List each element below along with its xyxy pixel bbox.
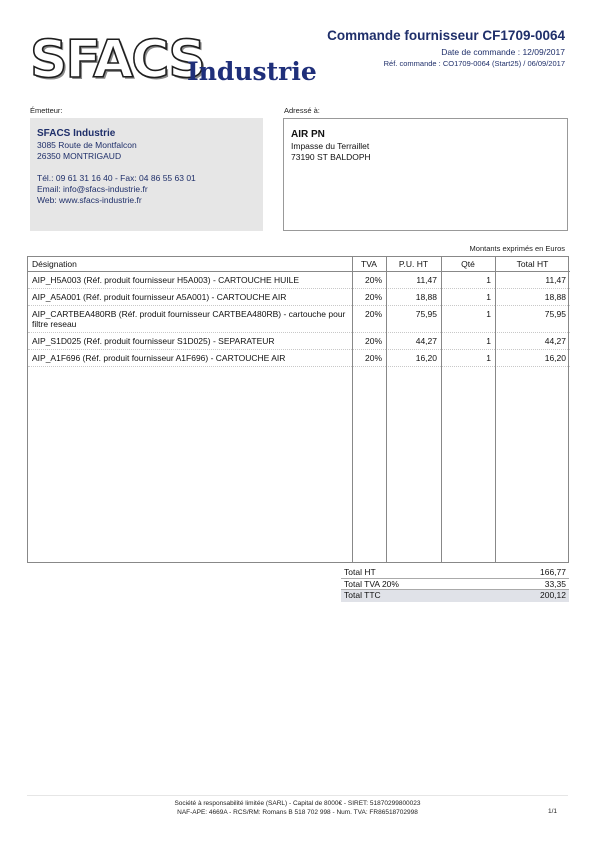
cell-quantity: 1 xyxy=(441,288,495,305)
footer-line-1: Société à responsabilité limitée (SARL) - Capital de 8000€ - SIRET: 51870299800023 xyxy=(174,800,421,807)
cell-tva: 20% xyxy=(352,349,386,366)
total-tva-row xyxy=(341,579,569,591)
emitter-phone: Tél.: 09 61 31 16 40 - Fax: 04 86 55 63 01 xyxy=(37,173,196,183)
emitter-email: Email: info@sfacs-industrie.fr xyxy=(37,184,148,194)
emitter-label: Émetteur: xyxy=(30,106,63,115)
order-lines-table xyxy=(27,256,569,563)
recipient-label: Adressé à: xyxy=(284,106,320,115)
logo-mark: SFACS xyxy=(30,30,204,90)
currency-note: Montants exprimés en Euros xyxy=(469,244,565,253)
table-row xyxy=(28,305,570,332)
cell-unit-price: 18,88 xyxy=(386,288,441,305)
legal-footer xyxy=(0,799,595,817)
cell-total: 16,20 xyxy=(495,349,570,366)
document-title: Commande fournisseur CF1709-0064 xyxy=(327,28,565,43)
company-logo xyxy=(30,32,320,90)
cell-designation: AIP_H5A003 (Réf. produit fournisseur H5A003) - CARTOUCHE HUILE xyxy=(28,271,352,288)
total-ht-value: 166,77 xyxy=(540,567,566,577)
table-row xyxy=(28,349,570,366)
total-ht-row xyxy=(341,567,569,579)
col-quantity: Qté xyxy=(441,257,495,271)
emitter-address-1: 3085 Route de Montfalcon xyxy=(37,140,137,150)
total-ht-label: Total HT xyxy=(344,567,376,577)
footer-line-2: NAF-APE: 4669A - RCS/RM: Romans B 518 702 998 - Num. TVA: FR86518702998 xyxy=(177,809,418,816)
cell-designation: AIP_A1F696 (Réf. produit fournisseur A1F696) - CARTOUCHE AIR xyxy=(28,349,352,366)
table-row xyxy=(28,271,570,288)
order-reference: Réf. commande : CO1709-0064 (Start25) / 06/09/2017 xyxy=(383,59,565,68)
recipient-address-2: 73190 ST BALDOPH xyxy=(291,152,371,162)
cell-tva: 20% xyxy=(352,271,386,288)
cell-designation: AIP_S1D025 (Réf. produit fournisseur S1D025) - SEPARATEUR xyxy=(28,332,352,349)
cell-tva: 20% xyxy=(352,332,386,349)
table-header-row xyxy=(28,257,570,271)
cell-unit-price: 11,47 xyxy=(386,271,441,288)
col-designation: Désignation xyxy=(28,257,352,271)
table-row xyxy=(28,332,570,349)
cell-quantity: 1 xyxy=(441,349,495,366)
cell-designation: AIP_A5A001 (Réf. produit fournisseur A5A001) - CARTOUCHE AIR xyxy=(28,288,352,305)
order-date: Date de commande : 12/09/2017 xyxy=(441,47,565,57)
cell-quantity: 1 xyxy=(441,305,495,332)
cell-total: 44,27 xyxy=(495,332,570,349)
total-tva-label: Total TVA 20% xyxy=(344,578,399,589)
cell-total: 18,88 xyxy=(495,288,570,305)
col-unit-price: P.U. HT xyxy=(386,257,441,271)
cell-designation: AIP_CARTBEA480RB (Réf. produit fournisseur CARTBEA480RB) - cartouche pour filtre reseau xyxy=(28,305,352,332)
recipient-address-1: Impasse du Terraillet xyxy=(291,141,370,151)
total-ttc-value: 200,12 xyxy=(540,590,566,600)
cell-unit-price: 16,20 xyxy=(386,349,441,366)
cell-tva: 20% xyxy=(352,305,386,332)
total-ttc-row xyxy=(341,590,569,602)
recipient-name: AIR PN xyxy=(291,129,325,140)
emitter-web: Web: www.sfacs-industrie.fr xyxy=(37,195,142,205)
recipient-box xyxy=(283,118,568,231)
cell-total: 11,47 xyxy=(495,271,570,288)
cell-unit-price: 44,27 xyxy=(386,332,441,349)
logo-wordmark: Industrie xyxy=(187,57,317,86)
emitter-name: SFACS Industrie xyxy=(37,128,116,139)
cell-quantity: 1 xyxy=(441,271,495,288)
cell-unit-price: 75,95 xyxy=(386,305,441,332)
emitter-box xyxy=(30,118,263,231)
col-total: Total HT xyxy=(495,257,570,271)
cell-quantity: 1 xyxy=(441,332,495,349)
footer-separator xyxy=(27,795,568,796)
total-tva-value: 33,35 xyxy=(544,578,566,589)
table-row xyxy=(28,288,570,305)
emitter-address-2: 26350 MONTRIGAUD xyxy=(37,151,122,161)
col-tva: TVA xyxy=(352,257,386,271)
page-number: 1/1 xyxy=(547,808,557,815)
cell-tva: 20% xyxy=(352,288,386,305)
document-header xyxy=(327,28,565,69)
cell-total: 75,95 xyxy=(495,305,570,332)
totals-block xyxy=(341,567,569,602)
total-ttc-label: Total TTC xyxy=(344,590,381,600)
